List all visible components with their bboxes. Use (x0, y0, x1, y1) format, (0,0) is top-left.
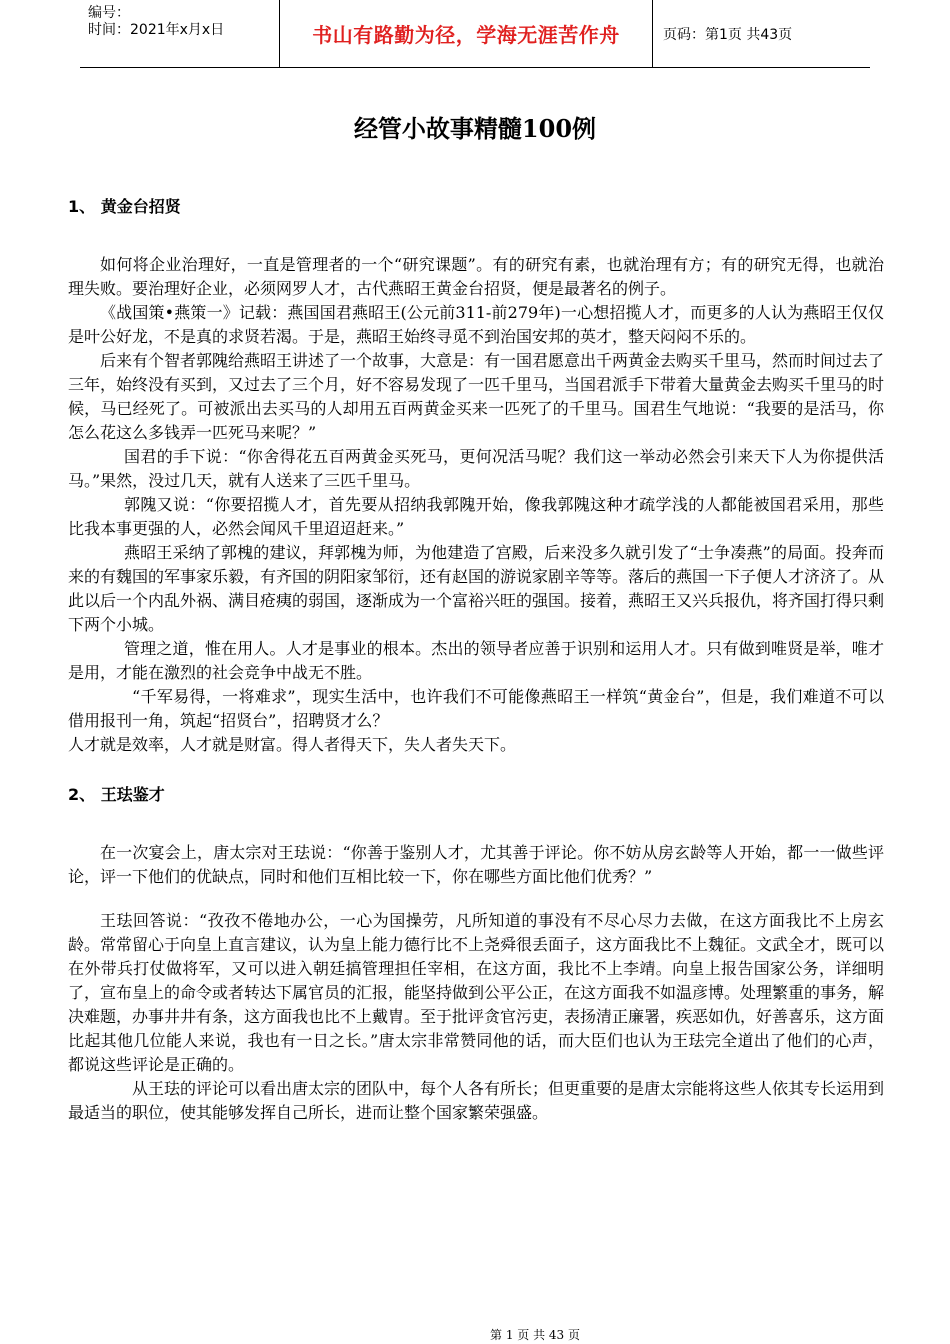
paragraph: 人才就是效率，人才就是财富。得人者得天下，失人者失天下。 (68, 735, 517, 754)
paragraph: 后来有个智者郭隗给燕昭王讲述了一个故事，大意是：有一国君愿意出千两黄金去购买千里马，然而时间过去了三年，始终没有买到，又过去了三个月，好不容易发现了一匹千里马，当国君派手下带着大量黄金去购买千里马的时候，马已经死了。可被派出去买马的人却用五百两黄金买来一匹死了的千里马。国君生气地说：“我要的是活马，你怎么花这么多钱弄一匹死马来呢？” (68, 351, 885, 442)
header-meta (80, 0, 280, 67)
paragraph: 燕昭王采纳了郭槐的建议，拜郭槐为师，为他建造了宫殿，后来没多久就引发了“士争凑燕”的局面。投奔而来的有魏国的军事家乐毅，有齐国的阴阳家邹衍，还有赵国的游说家剧辛等等。落后的燕国一下子便人才济济了。从此以后一个内乱外祸、满目疮痍的弱国，逐渐成为一个富裕兴旺的强国。接着，燕昭王又兴兵报仇，将齐国打得只剩下两个小城。 (68, 543, 885, 634)
section-heading: 2、 王珐鉴才 (68, 785, 165, 804)
paragraph: 郭隗又说：“你要招揽人才，首先要从招纳我郭隗开始，像我郭隗这种才疏学浅的人都能被国君采用，那些比我本事更强的人，必然会闻风千里迢迢赶来。” (68, 495, 884, 538)
paragraph: 如何将企业治理好，一直是管理者的一个“研究课题”。有的研究有素，也就治理有方；有的研究无得，也就治理失败。要治理好企业，必须网罗人才，古代燕昭王黄金台招贤，便是最著名的例子。 (68, 255, 884, 298)
header-motto: 书山有路勤为径，学海无涯苦作舟 (280, 0, 653, 67)
paragraph: “千军易得，一将难求”，现实生活中，也许我们不可能像燕昭王一样筑“黄金台”，但是，我们难道不可以借用报刊一角，筑起“招贤台”，招聘贤才么？ (68, 687, 884, 730)
section-heading: 1、 黄金台招贤 (68, 197, 181, 216)
number-label: 编号： (88, 5, 130, 21)
paragraph: 国君的手下说：“你舍得花五百两黄金买死马，更何况活马呢？我们这一举动必然会引来天下人为你提供活马。”果然，没过几天，就有人送来了三匹千里马。 (68, 447, 884, 490)
paragraph: 《战国策•燕策一》记载：燕国国君燕昭王(公元前311-前279年)一心想招揽人才，而更多的人认为燕昭王仅仅是叶公好龙，不是真的求贤若渴。于是，燕昭王始终寻觅不到治国安邦的英才，整天闷闷不乐的。 (68, 303, 884, 346)
paragraph: 王珐回答说：“孜孜不倦地办公，一心为国操劳，凡所知道的事没有不尽心尽力去做，在这方面我比不上房玄龄。常常留心于向皇上直言建议，认为皇上能力德行比不上尧舜很丢面子，这方面我比不上魏征。文武全才，既可以在外带兵打仗做将军，又可以进入朝廷搞管理担任宰相，在这方面，我比不上李靖。向皇上报告国家公务，详细明了，宣布皇上的命令或者转达下属官员的汇报，能坚持做到公平公正，在这方面我不如温彦博。处理繁重的事务，解决难题，办事井井有条，这方面我也比不上戴胄。至于批评贪官污吏，表扬清正廉署，疾恶如仇，好善喜乐，这方面比起其他几位能人来说，我也有一日之长。”唐太宗非常赞同他的话，而大臣们也认为王珐完全道出了他们的心声，都说这些评论是正确的。 (68, 911, 885, 1074)
page-footer: 第 1 页 共 43 页 (490, 1328, 580, 1342)
page-header (80, 0, 870, 68)
paragraph: 管理之道，惟在用人。人才是事业的根本。杰出的领导者应善于识别和运用人才。只有做到唯贤是举，唯才是用，才能在激烈的社会竞争中战无不胜。 (68, 639, 884, 682)
document-body (68, 195, 884, 1125)
header-page-info: 页码：第1页 共43页 (663, 26, 793, 43)
paragraph: 在一次宴会上，唐太宗对王珐说：“你善于鉴别人才，尤其善于评论。你不妨从房玄龄等人开始，都一一做些评论，评一下他们的优缺点，同时和他们互相比较一下，你在哪些方面比他们优秀？” (68, 843, 884, 886)
document-title: 经管小故事精髓100例 (353, 114, 597, 143)
paragraph: 从王珐的评论可以看出唐太宗的团队中，每个人各有所长；但更重要的是唐太宗能将这些人依其专长运用到最适当的职位，使其能够发挥自己所长，进而让整个国家繁荣强盛。 (68, 1079, 885, 1122)
date-label: 时间：2021年x月x日 (88, 22, 225, 38)
